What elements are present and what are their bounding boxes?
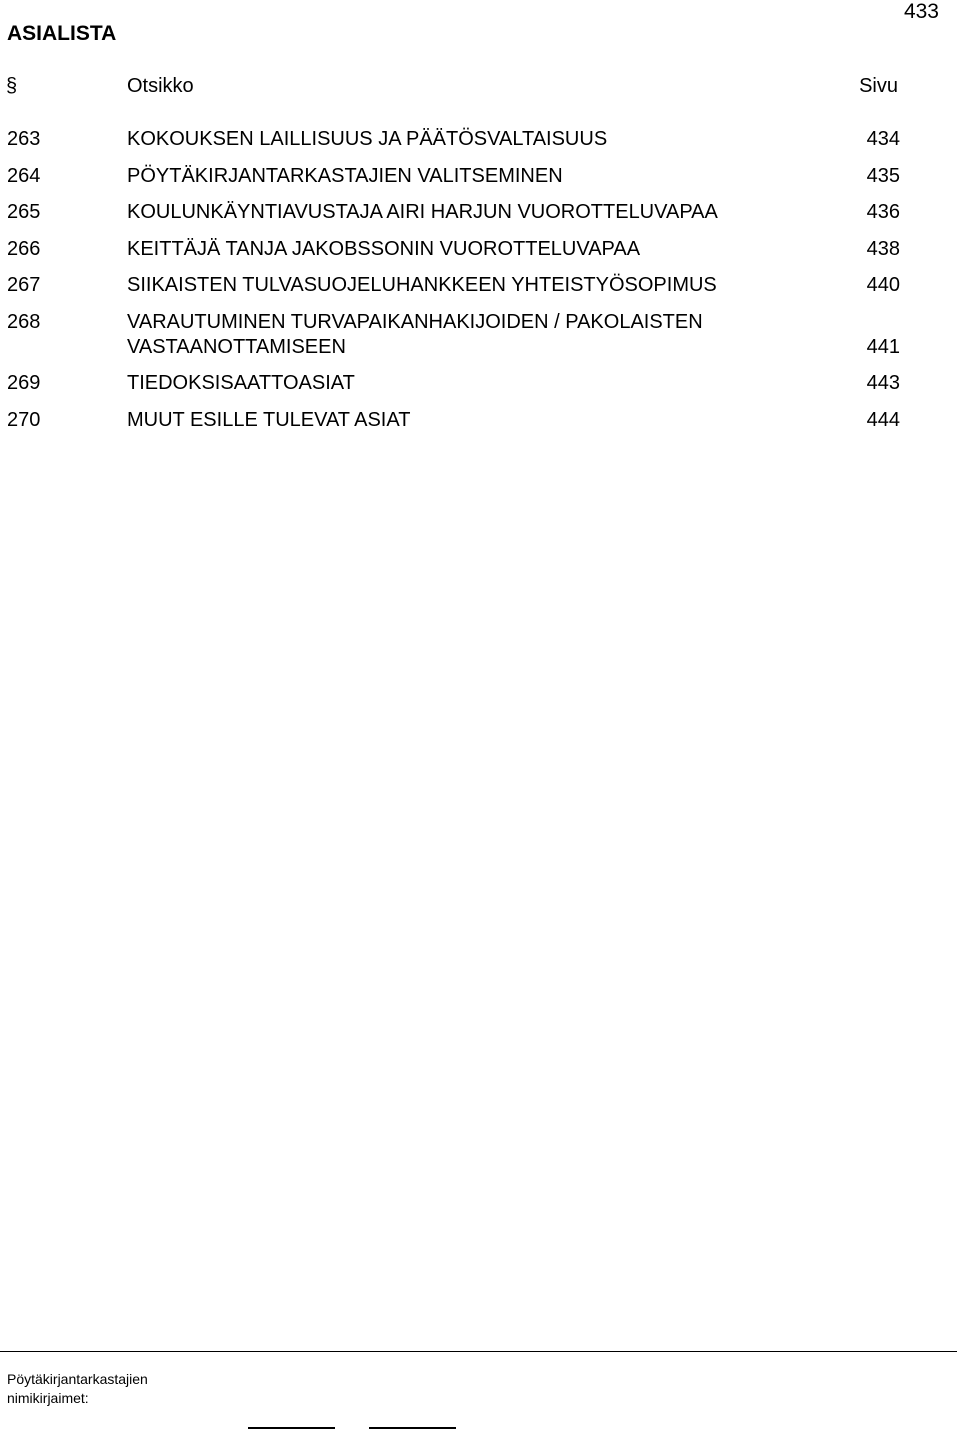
item-title: SIIKAISTEN TULVASUOJELUHANKKEEN YHTEISTYÖSOPIMUS <box>127 274 717 296</box>
item-page: 434 <box>866 128 900 150</box>
toc-header <box>0 75 960 101</box>
item-number: 264 <box>7 164 41 187</box>
item-number: 266 <box>7 237 41 260</box>
item-number: 267 <box>7 274 41 296</box>
item-page: 440 <box>866 274 900 296</box>
item-number: 268 <box>7 310 41 333</box>
item-page: 436 <box>866 201 900 223</box>
section-symbol: § <box>6 75 18 97</box>
item-number: 265 <box>7 201 41 223</box>
item-title: KEITTÄJÄ TANJA JAKOBSSONIN VUOROTTELUVAPAA <box>127 237 641 260</box>
toc-item <box>0 237 960 262</box>
footer-divider <box>0 1351 957 1352</box>
toc-item <box>0 310 960 360</box>
item-title: MUUT ESILLE TULEVAT ASIAT <box>127 408 411 431</box>
item-title: KOULUNKÄYNTIAVUSTAJA AIRI HARJUN VUOROTTELUVAPAA <box>127 201 718 223</box>
page-number: 433 <box>903 0 939 23</box>
item-title: VARAUTUMINEN TURVAPAIKANHAKIJOIDEN / PAKOLAISTEN VASTAANOTTAMISEEN <box>127 310 703 358</box>
item-page: 435 <box>866 164 900 187</box>
initials-line-2 <box>369 1427 456 1429</box>
header-page-label: Sivu <box>859 75 898 97</box>
item-page: 438 <box>866 237 900 260</box>
item-number: 263 <box>7 128 41 150</box>
footer-label <box>7 1370 148 1408</box>
toc-item <box>0 408 960 433</box>
page-title: ASIALISTA <box>7 22 117 45</box>
item-number: 270 <box>7 408 41 431</box>
toc-item <box>0 371 960 396</box>
footer-label-line2: nimikirjaimet: <box>7 1390 89 1406</box>
toc-item <box>0 200 960 225</box>
toc-item <box>0 127 960 152</box>
item-page: 441 <box>866 335 900 358</box>
toc-item <box>0 273 960 298</box>
footer-label-line1: Pöytäkirjantarkastajien <box>7 1371 148 1387</box>
item-page: 443 <box>866 372 900 394</box>
toc-item <box>0 164 960 189</box>
toc-list <box>0 127 960 444</box>
item-page: 444 <box>866 408 900 431</box>
header-title-label: Otsikko <box>127 75 194 97</box>
item-title: PÖYTÄKIRJANTARKASTAJIEN VALITSEMINEN <box>127 164 563 187</box>
item-title: KOKOUKSEN LAILLISUUS JA PÄÄTÖSVALTAISUUS <box>127 128 608 150</box>
initials-line-1 <box>248 1427 335 1429</box>
item-title: TIEDOKSISAATTOASIAT <box>127 372 355 394</box>
item-number: 269 <box>7 372 41 394</box>
